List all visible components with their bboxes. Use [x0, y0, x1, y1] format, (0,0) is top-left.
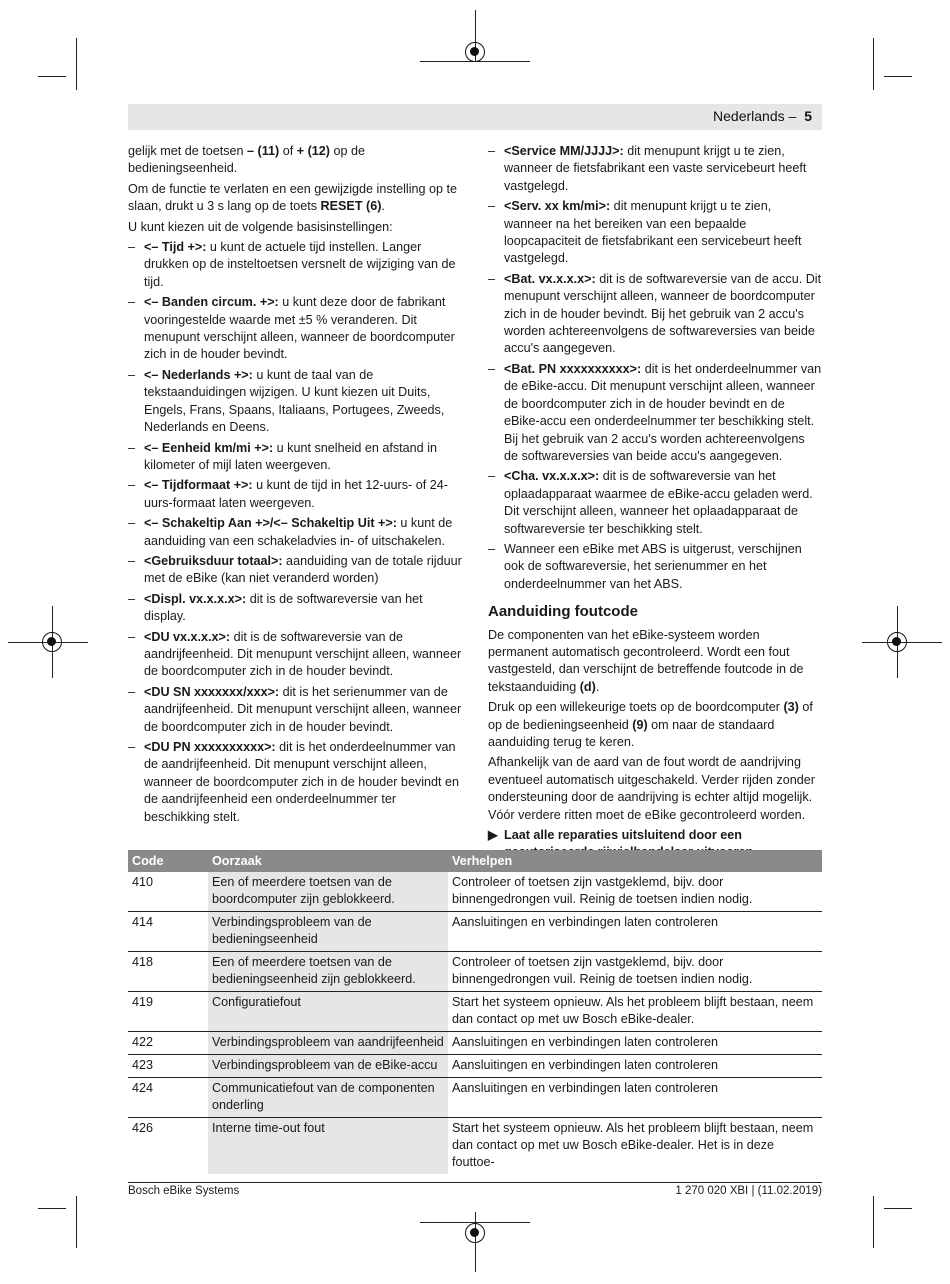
setting-description: u kunt snelheid en afstand in kilometer of mijl laten weergeven.: [144, 440, 437, 472]
setting-description: dit is de softwareversie van het display.: [144, 591, 423, 624]
table-row: [128, 952, 822, 992]
dash-bullet: –: [488, 469, 496, 484]
setting-term: <Serv. xx km/mi>:: [504, 199, 611, 214]
crop-mark: [873, 38, 874, 90]
table-row: [128, 1078, 822, 1118]
table-row: [128, 1055, 822, 1078]
column-header-cause: Oorzaak: [208, 850, 448, 872]
setting-term: <Gebruiksduur totaal>:: [144, 553, 283, 568]
table-row: [128, 992, 822, 1032]
setting-term: <Service MM/JJJJ>:: [504, 144, 624, 158]
dash-bullet: –: [128, 740, 136, 754]
registration-mark-icon: [887, 632, 907, 652]
list-item: [128, 739, 462, 826]
crop-mark: [884, 76, 912, 77]
cell-cause: Een of meerdere toetsen van de boordcomputer zijn geblokkeerd.: [208, 872, 448, 912]
cell-code: 419: [128, 992, 208, 1032]
dash-bullet: –: [488, 199, 496, 214]
setting-term: <– Nederlands +>:: [144, 367, 253, 382]
dash-bullet: –: [128, 684, 136, 699]
cell-code: 422: [128, 1032, 208, 1055]
setting-description: u kunt de actuele tijd instellen. Langer drukken op de insteltoetsen versnelt de wijziging van de tijd.: [144, 240, 456, 289]
dash-bullet: –: [488, 144, 496, 158]
setting-term: <DU vx.x.x.x>:: [144, 629, 231, 644]
setting-description: Wanneer een eBike met ABS is uitgerust, verschijnen ook de softwareversie, het serienummer en het onderdeelnummer van het ABS.: [504, 541, 802, 591]
registration-mark-icon: [465, 42, 485, 62]
cell-code: 418: [128, 952, 208, 992]
column-header-remedy: Verhelpen: [448, 850, 822, 872]
setting-description: u kunt de taal van de tekstaanduidingen wijzigen. U kunt kiezen uit Duits, Engels, Frans, Spaans, Italiaans, Portugees, Zweeds, Nederlands en Deens.: [144, 367, 445, 435]
crop-mark: [38, 1208, 66, 1209]
table-row: [128, 872, 822, 912]
list-item: [128, 477, 462, 512]
setting-description: dit menupunt krijgt u te zien, wanneer de fietsfabrikant een vaste servicebeurt heeft vastgelegd.: [504, 144, 807, 193]
setting-term: <– Tijdformaat +>:: [144, 478, 253, 493]
setting-term: <DU PN xxxxxxxxxx>:: [144, 740, 276, 754]
table-row: [128, 1032, 822, 1055]
setting-term: <– Schakeltip Aan +>/<– Schakeltip Uit +>:: [144, 516, 397, 531]
dash-bullet: –: [128, 591, 136, 606]
setting-term: <– Tijd +>:: [144, 240, 207, 255]
list-item: [128, 684, 462, 736]
registration-mark-icon: [42, 632, 62, 652]
list-item: [128, 440, 462, 475]
dash-bullet: –: [488, 271, 496, 286]
list-item: [128, 553, 462, 588]
setting-description: dit is het onderdeelnummer van de eBike-accu. Dit menupunt verschijnt alleen, wanneer de boordcomputer zich in de houder bevindt en de eBike-accu een onderdeelnummer ter beschikking stelt. Bij het gebruik van 2 accu's worden achtereenvolgens de softwareversies van beide accu's aangegeven.: [504, 361, 822, 463]
header-separator: –: [788, 108, 797, 124]
list-item: [128, 367, 462, 437]
dash-bullet: –: [128, 629, 136, 644]
setting-term: <Bat. vx.x.x.x>:: [504, 271, 596, 286]
paragraph: Druk op een willekeurige toets op de boordcomputer (3) of op de bedieningseenheid (9) om naar de standaard aanduiding terug te keren.: [488, 700, 813, 749]
cell-remedy: Aansluitingen en verbindingen laten controleren: [448, 912, 822, 952]
list-item: [128, 591, 462, 626]
triangle-right-icon: ▶: [488, 828, 498, 843]
cell-cause: Verbindingsprobleem van de bedieningseenheid: [208, 912, 448, 952]
list-item: [488, 361, 822, 465]
section-heading: Aanduiding foutcode: [488, 603, 638, 621]
cell-remedy: Aansluitingen en verbindingen laten controleren: [448, 1032, 822, 1055]
list-item: [128, 515, 462, 550]
crop-mark: [76, 1196, 77, 1248]
intro-continuation: gelijk met de toetsen – (11) of + (12) op de bedieningseenheid.: [128, 144, 366, 176]
intro-reset: Om de functie te verlaten en een gewijzigde instelling op te slaan, drukt u 3 s lang op de toets RESET (6).: [128, 181, 458, 214]
left-column: [128, 143, 462, 829]
paragraph: Afhankelijk van de aard van de fout wordt de aandrijving eventueel automatisch uitgeschakeld. Verder rijden zonder ondersteuning door de aandrijving is echter altijd mogelijk. Vóór verdere ritten moet de eBike gecontroleerd worden.: [488, 755, 815, 822]
setting-term: <– Banden circum. +>:: [144, 295, 279, 310]
table-header-row: [128, 850, 822, 872]
list-item: [488, 143, 822, 195]
table-row: [128, 912, 822, 952]
setting-description: dit is de softwareversie van het oplaadapparaat waarmee de eBike-accu geladen werd. Dit verschijnt alleen, wanneer het oplaadapparaat de softwareversie ter beschikking stelt.: [504, 469, 813, 536]
cell-code: 414: [128, 912, 208, 952]
cell-remedy: Controleer of toetsen zijn vastgeklemd, bijv. door binnengedrongen vuil. Reinig de toetsen indien nodig.: [448, 952, 822, 992]
right-column: [488, 143, 822, 862]
cell-cause: Verbindingsprobleem van de eBike-accu: [208, 1055, 448, 1078]
dash-bullet: –: [128, 516, 136, 531]
cell-cause: Interne time-out fout: [208, 1118, 448, 1175]
header-text: [713, 108, 812, 124]
list-item: [128, 294, 462, 364]
dash-bullet: –: [128, 440, 136, 455]
footer-doc-id: 1 270 020 XBI | (11.02.2019): [675, 1185, 822, 1197]
setting-description: u kunt de aanduiding van een schakeladvies in- of uitschakelen.: [144, 516, 453, 548]
list-item: [488, 468, 822, 538]
setting-description: dit is de softwareversie van de aandrijfeenheid. Dit menupunt verschijnt alleen, wanneer de boordcomputer zich in de houder bevindt.: [144, 629, 462, 679]
page-number: 5: [804, 108, 812, 124]
cell-remedy: Start het systeem opnieuw. Als het probleem blijft bestaan, neem dan contact op met uw Bosch eBike-dealer. Het is in deze fouttoe-: [452, 1121, 814, 1169]
warning-text: Laat alle reparaties uitsluitend door een: [504, 828, 742, 843]
registration-mark-icon: [465, 1223, 485, 1243]
list-item: [488, 198, 822, 268]
setting-description: u kunt de tijd in het 12-uurs- of 24-uurs-formaat laten weergeven.: [144, 478, 448, 510]
crop-mark: [873, 1196, 874, 1248]
crop-mark: [884, 1208, 912, 1209]
cell-cause: Communicatiefout van de componenten onderling: [208, 1078, 448, 1118]
cell-cause: Verbindingsprobleem van aandrijfeenheid: [208, 1032, 448, 1055]
settings-list: [128, 239, 462, 826]
footer-rule: [128, 1182, 822, 1183]
setting-term: <Displ. vx.x.x.x>:: [144, 591, 247, 606]
setting-description: aanduiding van de totale rijduur met de eBike (kan niet veranderd worden): [144, 553, 462, 586]
settings-list-continued: [488, 143, 822, 593]
cell-remedy: Aansluitingen en verbindingen laten controleren: [448, 1055, 822, 1078]
list-item: [128, 629, 462, 681]
dash-bullet: –: [128, 295, 136, 310]
page-header: [128, 104, 822, 130]
dash-bullet: –: [128, 478, 136, 493]
setting-description: dit menupunt krijgt u te zien, wanneer na het bereiken van een bepaalde loopcapaciteit de fietsfabrikant een servicebeurt heeft vastgelegd.: [504, 199, 802, 266]
cell-cause: Configuratiefout: [208, 992, 448, 1032]
setting-description: dit is het serienummer van de aandrijfeenheid. Dit menupunt verschijnt alleen, wanneer de boordcomputer zich in de houder bevindt.: [144, 684, 462, 734]
cell-remedy: Start het systeem opnieuw. Als het probleem blijft bestaan, neem dan contact op met uw Bosch eBike-dealer.: [448, 992, 822, 1032]
list-item: [488, 271, 822, 358]
dash-bullet: –: [128, 553, 136, 568]
setting-description: u kunt deze door de fabrikant vooringestelde waarde met ±5 % veranderen. Dit menupunt verschijnt alleen, wanneer de boordcomputer zich in de houder bevindt.: [144, 295, 455, 362]
intro-list-lead: U kunt kiezen uit de volgende basisinstellingen:: [128, 219, 393, 234]
list-item: [488, 541, 822, 593]
crop-mark: [38, 76, 66, 77]
setting-description: dit is het onderdeelnummer van de aandrijfeenheid. Dit menupunt verschijnt alleen, wanneer de boordcomputer zich in de houder bevindt en de aandrijfeenheid een onderdeelnummer ter beschikking stelt.: [144, 740, 460, 824]
cell-code: 410: [128, 872, 208, 912]
cell-cause: Een of meerdere toetsen van de bedieningseenheid zijn geblokkeerd.: [208, 952, 448, 992]
dash-bullet: –: [128, 367, 136, 382]
setting-term: <– Eenheid km/mi +>:: [144, 440, 274, 455]
table-row: [128, 1118, 822, 1175]
error-code-table: [128, 850, 822, 1174]
setting-term: <DU SN xxxxxxx/xxx>:: [144, 684, 280, 699]
dash-bullet: –: [128, 240, 136, 255]
crop-mark: [76, 38, 77, 90]
table-body: [128, 872, 822, 1174]
cell-code: 424: [128, 1078, 208, 1118]
cell-remedy: Controleer of toetsen zijn vastgeklemd, bijv. door binnengedrongen vuil. Reinig de toetsen indien nodig.: [448, 872, 822, 912]
cell-remedy: Aansluitingen en verbindingen laten controleren: [448, 1078, 822, 1118]
column-header-code: Code: [128, 850, 208, 872]
cell-code: 423: [128, 1055, 208, 1078]
setting-term: <Bat. PN xxxxxxxxxx>:: [504, 361, 642, 376]
dash-bullet: –: [488, 361, 496, 376]
footer-publisher: Bosch eBike Systems: [128, 1185, 240, 1197]
setting-description: dit is de softwareversie van de accu. Dit menupunt verschijnt alleen, wanneer de boordcomputer zich in de houder bevindt. Bij het gebruik van 2 accu's worden achtereenvolgens de softwareversies van beide accu's aangegeven.: [504, 271, 822, 356]
list-item: [128, 239, 462, 291]
cell-code: 426: [132, 1121, 154, 1135]
dash-bullet: –: [488, 541, 496, 556]
paragraph: De componenten van het eBike-systeem worden permanent automatisch gecontroleerd. Wordt een fout vastgesteld, dan verschijnt de betreffende foutcode in de tekstaanduiding (d).: [488, 627, 804, 694]
setting-term: <Cha. vx.x.x.x>:: [504, 469, 600, 484]
header-language: Nederlands: [713, 108, 785, 124]
